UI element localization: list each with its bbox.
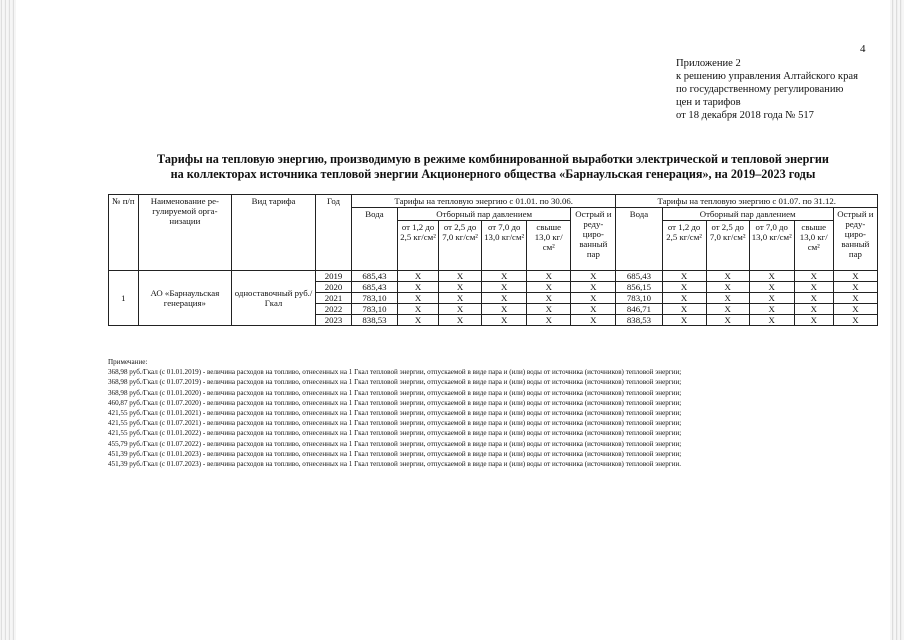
cross-cell: X: [571, 271, 616, 282]
cross-cell: X: [398, 293, 439, 304]
appendix-line: цен и тарифов: [676, 97, 741, 108]
cross-cell: X: [749, 315, 794, 326]
title-line: Тарифы на тепловую энергию, производимую в режиме комбинированной выработки электрической и тепловой энергии: [157, 152, 829, 166]
cross-cell: X: [527, 304, 571, 315]
header-selected-steam: Отборный пар давлением: [398, 208, 571, 221]
cross-cell: X: [706, 304, 749, 315]
header-pressure-4: свыше 13,0 кг/см²: [794, 221, 833, 271]
cross-cell: X: [662, 271, 706, 282]
cross-cell: X: [527, 282, 571, 293]
cross-cell: X: [706, 293, 749, 304]
cross-cell: X: [794, 293, 833, 304]
header-pressure-2: от 2,5 до 7,0 кг/см²: [439, 221, 482, 271]
appendix-block: [676, 57, 858, 122]
water-tariff-h1: 838,53: [351, 315, 397, 326]
cross-cell: X: [833, 271, 877, 282]
cross-cell: X: [439, 304, 482, 315]
header-water: Вода: [351, 208, 397, 271]
cross-cell: X: [833, 293, 877, 304]
water-tariff-h2: 783,10: [616, 293, 662, 304]
note-line: 451,39 руб./Гкал (с 01.01.2023) - величина расходов на топливо, отнесенных на 1 Гкал тепловой энергии, отпускаемой в виде пара и (или) воды от источника (источников) тепловой энергии;: [108, 449, 682, 458]
cross-cell: X: [439, 271, 482, 282]
year-cell: 2021: [316, 293, 352, 304]
year-cell: 2019: [316, 271, 352, 282]
year-cell: 2022: [316, 304, 352, 315]
note-line: 421,55 руб./Гкал (с 01.01.2022) - величина расходов на топливо, отнесенных на 1 Гкал тепловой энергии, отпускаемой в виде пара и (или) воды от источника (источников) тепловой энергии;: [108, 429, 682, 438]
water-tariff-h2: 685,43: [616, 271, 662, 282]
note-line: 421,55 руб./Гкал (с 01.07.2021) - величина расходов на топливо, отнесенных на 1 Гкал тепловой энергии, отпускаемой в виде пара и (или) воды от источника (источников) тепловой энергии;: [108, 419, 682, 428]
title-line: на коллекторах источника тепловой энергии Акционерного общества «Барнаульская генерация», на 2019–2023 годы: [170, 167, 816, 181]
header-pressure-1: от 1,2 до 2,5 кг/см²: [662, 221, 706, 271]
water-tariff-h1: 783,10: [351, 293, 397, 304]
row-org: АО «Барнаульская генерация»: [138, 271, 231, 326]
cross-cell: X: [571, 304, 616, 315]
cross-cell: X: [749, 304, 794, 315]
water-tariff-h1: 685,43: [351, 271, 397, 282]
cross-cell: X: [749, 282, 794, 293]
cross-cell: X: [833, 304, 877, 315]
cross-cell: X: [439, 315, 482, 326]
cross-cell: X: [662, 304, 706, 315]
cross-cell: X: [571, 315, 616, 326]
header-selected-steam: Отборный пар давлением: [662, 208, 833, 221]
appendix-line: Приложение 2: [676, 58, 741, 69]
cross-cell: X: [571, 293, 616, 304]
header-org: Наименование ре- гулируемой орга- низации: [138, 195, 231, 271]
note-line: 451,39 руб./Гкал (с 01.07.2023) - величина расходов на топливо, отнесенных на 1 Гкал тепловой энергии, отпускаемой в виде пара и (или) воды от источника (источников) тепловой энергии.: [108, 460, 682, 469]
header-period-1: Тарифы на тепловую энергию с 01.01. по 30.06.: [351, 195, 616, 208]
cross-cell: X: [571, 282, 616, 293]
row-num: 1: [109, 271, 139, 326]
cross-cell: X: [662, 315, 706, 326]
header-sharp-steam: Острый и реду- циро- ванный пар: [571, 208, 616, 271]
appendix-line: от 18 декабря 2018 года № 517: [676, 110, 814, 121]
note-line: 368,98 руб./Гкал (с 01.01.2019) - величина расходов на топливо, отнесенных на 1 Гкал тепловой энергии, отпускаемой в виде пара и (или) воды от источника (источников) тепловой энергии;: [108, 368, 682, 377]
cross-cell: X: [662, 293, 706, 304]
header-tariff-type: Вид тарифа: [232, 195, 316, 271]
cross-cell: X: [706, 315, 749, 326]
header-sharp-steam: Острый и реду- циро- ванный пар: [833, 208, 877, 271]
year-cell: 2020: [316, 282, 352, 293]
cross-cell: X: [706, 282, 749, 293]
note-line: 368,98 руб./Гкал (с 01.01.2020) - величина расходов на топливо, отнесенных на 1 Гкал тепловой энергии, отпускаемой в виде пара и (или) воды от источника (источников) тепловой энергии;: [108, 388, 682, 397]
header-water: Вода: [616, 208, 662, 271]
water-tariff-h1: 783,10: [351, 304, 397, 315]
cross-cell: X: [482, 282, 527, 293]
row-tariff-type: одноставочный руб./Гкал: [232, 271, 316, 326]
cross-cell: X: [482, 304, 527, 315]
note-line: 368,98 руб./Гкал (с 01.07.2019) - величина расходов на топливо, отнесенных на 1 Гкал тепловой энергии, отпускаемой в виде пара и (или) воды от источника (источников) тепловой энергии;: [108, 378, 682, 387]
header-num: № п/п: [109, 195, 139, 271]
notes-heading: Примечание:: [108, 358, 148, 366]
cross-cell: X: [482, 315, 527, 326]
appendix-line: по государственному регулированию: [676, 84, 844, 95]
water-tariff-h2: 856,15: [616, 282, 662, 293]
cross-cell: X: [794, 282, 833, 293]
cross-cell: X: [833, 315, 877, 326]
cross-cell: X: [706, 271, 749, 282]
cross-cell: X: [833, 282, 877, 293]
cross-cell: X: [527, 315, 571, 326]
tariff-table: [108, 194, 878, 326]
cross-cell: X: [527, 271, 571, 282]
scan-edge-right: [890, 0, 904, 640]
cross-cell: X: [794, 271, 833, 282]
cross-cell: X: [662, 282, 706, 293]
header-period-2: Тарифы на тепловую энергию с 01.07. по 31.12.: [616, 195, 878, 208]
water-tariff-h2: 838,53: [616, 315, 662, 326]
year-cell: 2023: [316, 315, 352, 326]
water-tariff-h2: 846,71: [616, 304, 662, 315]
header-pressure-4: свыше 13,0 кг/см²: [527, 221, 571, 271]
cross-cell: X: [398, 304, 439, 315]
appendix-line: к решению управления Алтайского края: [676, 71, 858, 82]
cross-cell: X: [482, 293, 527, 304]
cross-cell: X: [749, 293, 794, 304]
page-number: 4: [860, 43, 866, 55]
cross-cell: X: [439, 293, 482, 304]
note-line: 455,79 руб./Гкал (с 01.07.2022) - величина расходов на топливо, отнесенных на 1 Гкал тепловой энергии, отпускаемой в виде пара и (или) воды от источника (источников) тепловой энергии;: [108, 439, 682, 448]
header-pressure-3: от 7,0 до 13,0 кг/см²: [749, 221, 794, 271]
cross-cell: X: [398, 315, 439, 326]
note-line: 460,87 руб./Гкал (с 01.07.2020) - величина расходов на топливо, отнесенных на 1 Гкал тепловой энергии, отпускаемой в виде пара и (или) воды от источника (источников) тепловой энергии;: [108, 398, 682, 407]
cross-cell: X: [749, 271, 794, 282]
header-row: [109, 195, 878, 208]
cross-cell: X: [794, 304, 833, 315]
table-row: [109, 271, 878, 282]
water-tariff-h1: 685,43: [351, 282, 397, 293]
document-title: [108, 152, 878, 182]
cross-cell: X: [482, 271, 527, 282]
header-year: Год: [316, 195, 352, 271]
cross-cell: X: [398, 282, 439, 293]
header-pressure-1: от 1,2 до 2,5 кг/см²: [398, 221, 439, 271]
cross-cell: X: [527, 293, 571, 304]
header-pressure-2: от 2,5 до 7,0 кг/см²: [706, 221, 749, 271]
note-line: 421,55 руб./Гкал (с 01.01.2021) - величина расходов на топливо, отнесенных на 1 Гкал тепловой энергии, отпускаемой в виде пара и (или) воды от источника (источников) тепловой энергии;: [108, 409, 682, 418]
notes-block: [108, 357, 878, 469]
cross-cell: X: [398, 271, 439, 282]
header-pressure-3: от 7,0 до 13,0 кг/см²: [482, 221, 527, 271]
scan-edge-left: [0, 0, 16, 640]
cross-cell: X: [439, 282, 482, 293]
cross-cell: X: [794, 315, 833, 326]
